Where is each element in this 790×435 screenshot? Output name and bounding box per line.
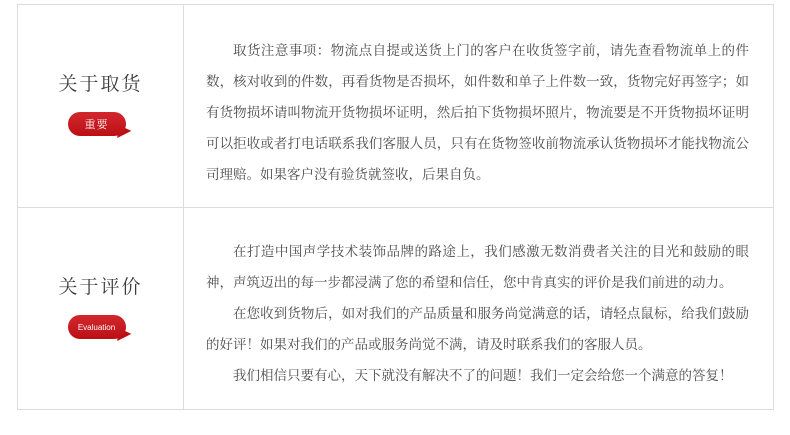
- paragraph: 取货注意事项：物流点自提或送货上门的客户在收货签字前，请先查看物流单上的件数，核对收到的件数，再看货物是否损坏，如件数和单子上件数一致，货物完好再签字；如有货物损坏请叫物流开货物损坏证明，然后拍下货物损坏照片，物流要是不开货物损坏证明可以拒收或者打电话联系我们客服人员，只有在货物签收前物流承认货物损坏才能找物流公司理赔。如果客户没有验货就签收，后果自负。: [206, 43, 749, 182]
- badge-label: 重要: [68, 112, 126, 136]
- section-label-pickup: [18, 5, 184, 207]
- badge-label: Evaluation: [68, 315, 126, 339]
- paragraph: 在打造中国声学技术装饰品牌的路途上，我们感激无数消费者关注的目光和鼓励的眼神，声筑迈出的每一步都浸满了您的希望和信任，您中肯真实的评价是我们前进的动力。: [206, 244, 749, 290]
- section-content-pickup: [184, 5, 773, 207]
- table-row: [18, 5, 773, 208]
- paragraph: 我们相信只要有心，天下就没有解决不了的问题！我们一定会给您一个满意的答复！: [233, 368, 733, 383]
- table-row: [18, 208, 773, 410]
- evaluation-ribbon-badge: [68, 315, 134, 341]
- important-ribbon-badge: [68, 112, 134, 138]
- paragraph: 在您收到货物后，如对我们的产品质量和服务尚觉满意的话，请轻点鼠标，给我们鼓励的好评！如果对我们的产品或服务尚觉不满，请及时联系我们的客服人员。: [206, 306, 749, 352]
- section-content-evaluation: [184, 208, 773, 410]
- section-title: 关于取货: [58, 73, 143, 95]
- section-label-evaluation: [18, 208, 184, 410]
- section-title: 关于评价: [58, 276, 143, 298]
- info-table: [17, 4, 774, 410]
